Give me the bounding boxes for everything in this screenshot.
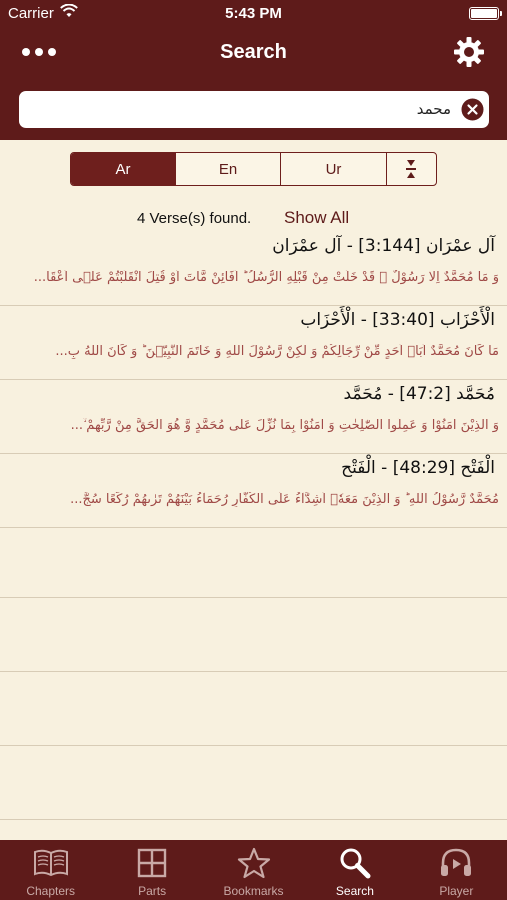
verse-text: وَ مَا مُحَمَّدٌ اِلَّا رَسُوْلٌ ۚ قَدْ خَلَتْ مِنْ قَبْلِهِ الرُّسُلُ ؕ اَفَائِنْ مَّاتَ اَوْ قُتِلَ انْقَلَبْتُمْ عَلٰۤى اَعْقَا...: [33, 270, 499, 285]
headphones-icon: [438, 847, 474, 879]
segment-urdu[interactable]: Ur: [281, 153, 387, 185]
search-input[interactable]: [19, 91, 489, 128]
list-item[interactable]: [0, 380, 507, 454]
tab-label: Player: [439, 884, 474, 898]
page-title: Search: [220, 41, 287, 63]
tab-label: Chapters: [26, 884, 76, 898]
show-all-button[interactable]: Show All: [284, 208, 350, 227]
gear-icon[interactable]: [453, 36, 485, 68]
tab-parts[interactable]: [101, 840, 202, 900]
tab-player[interactable]: [406, 840, 507, 900]
tab-label: Bookmarks: [223, 884, 284, 898]
segment-sort[interactable]: [387, 153, 435, 185]
verse-title: مُحَمَّد [47:2] - مُحَمَّد: [343, 384, 495, 404]
status-bar: [0, 0, 507, 28]
language-segmented-control: [70, 152, 437, 186]
verse-text: مُحَمَّدٌ رَّسُوْلُ اللّٰهِ ؕ وَ الَّذِيْنَ مَعَهٗۤ اَشِدَّآءُ عَلَى الْكُفَّارِ رُحَمَآءُ بَيْنَهُمْ تَرٰىهُمْ رُكَّعًا سُجَّ...: [70, 492, 499, 507]
search-icon: [337, 847, 373, 879]
verse-title: الْأَحْزَاب [33:40] - الْأَحْزَاب: [300, 310, 495, 330]
verse-title: الْفَتْح [48:29] - الْفَتْح: [341, 458, 495, 478]
star-icon: [236, 847, 272, 879]
verse-text: وَ الَّذِيْنَ اٰمَنُوْا وَ عَمِلُوا الصّٰلِحٰتِ وَ اٰمَنُوْا بِمَا نُزِّلَ عَلٰى مُحَمَّدٍ وَّ هُوَ الْحَقُّ مِنْ رَّبِّهِمْ ۙ...: [70, 418, 499, 433]
verse-text: مَا كَانَ مُحَمَّدٌ اَبَاۤ اَحَدٍ مِّنْ رِّجَالِكُمْ وَ لٰكِنْ رَّسُوْلَ اللّٰهِ وَ خَاتَمَ النَّبِيّٖنَ ؕ وَ كَانَ اللّٰهُ بِ...: [55, 344, 499, 359]
list-item[interactable]: [0, 232, 507, 306]
tab-chapters[interactable]: [0, 840, 101, 900]
book-icon: [33, 847, 69, 879]
list-item[interactable]: [0, 306, 507, 380]
tab-label: Parts: [138, 884, 167, 898]
tab-label: Search: [335, 884, 374, 898]
header: [0, 0, 507, 140]
row-divider: [0, 745, 507, 746]
verse-title: آل عمْرَان [3:144] - آل عمْرَان: [272, 236, 495, 256]
tab-bookmarks[interactable]: [203, 840, 304, 900]
tab-bar: [0, 840, 507, 900]
segment-english[interactable]: En: [176, 153, 281, 185]
status-time: 5:43 PM: [225, 5, 282, 22]
sort-icon: [404, 159, 418, 179]
row-divider: [0, 597, 507, 598]
row-divider: [0, 819, 507, 820]
clear-icon[interactable]: [461, 98, 484, 121]
results-count: 4 Verse(s) found.: [137, 210, 252, 227]
tab-search[interactable]: [304, 840, 405, 900]
grid-icon: [134, 847, 170, 879]
segment-arabic[interactable]: Ar: [71, 153, 176, 185]
carrier-label: Carrier: [8, 5, 54, 22]
row-divider: [0, 671, 507, 672]
results-list: [0, 232, 507, 838]
battery-icon: [469, 7, 499, 20]
search-input-value: محمد: [416, 100, 451, 118]
list-item[interactable]: [0, 454, 507, 528]
